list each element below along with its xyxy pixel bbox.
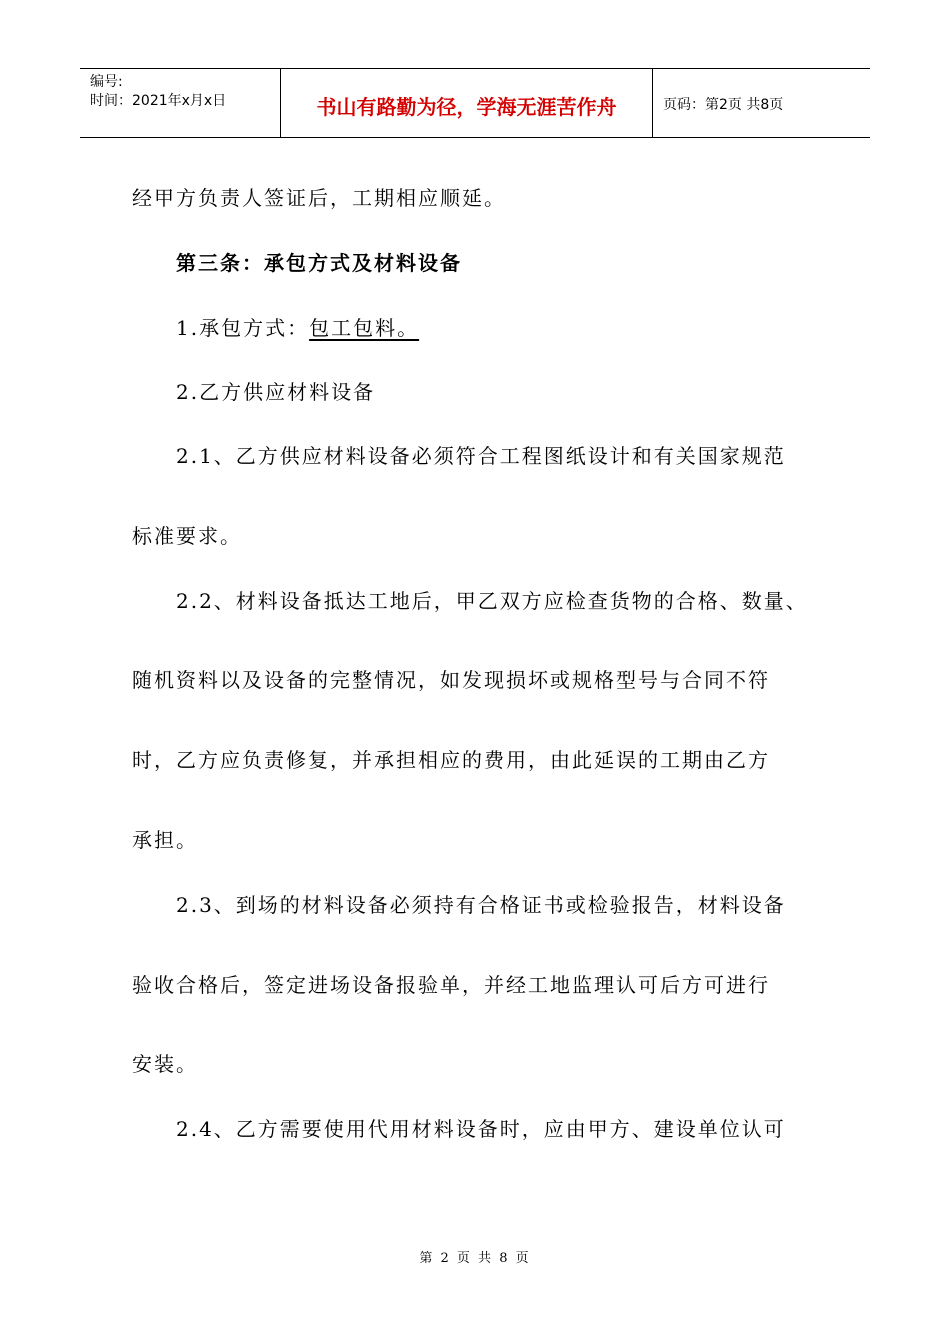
clause-2-2-cont: 时，乙方应负责修复，并承担相应的费用，由此延误的工期由乙方: [132, 748, 770, 772]
item-contract-method: [176, 312, 419, 341]
clause-2-1: 2.1、乙方供应材料设备必须符合工程图纸设计和有关国家规范: [176, 444, 786, 468]
document-number-label: 编号:: [90, 74, 123, 90]
item-label: 1.承包方式：: [176, 316, 310, 340]
body-line: 经甲方负责人签证后，工期相应顺延。: [132, 186, 506, 210]
clause-2-3: 2.3、到场的材料设备必须持有合格证书或检验报告，材料设备: [176, 893, 786, 917]
clause-2-3-cont: 验收合格后，签定进场设备报验单，并经工地监理认可后方可进行: [132, 973, 770, 997]
header-motto: 书山有路勤为径，学海无涯苦作舟: [281, 69, 653, 137]
clause-2-2-cont: 随机资料以及设备的完整情况，如发现损坏或规格型号与合同不符: [132, 668, 770, 692]
section-heading: 第三条：承包方式及材料设备: [176, 251, 462, 275]
clause-2-4: 2.4、乙方需要使用代用材料设备时，应由甲方、建设单位认可: [176, 1117, 786, 1141]
clause-2-2-cont: 承担。: [132, 828, 198, 852]
document-date: 时间：2021年x月x日: [90, 93, 227, 109]
item-materials: 2.乙方供应材料设备: [176, 380, 376, 404]
page-footer: 第 2 页 共 8 页: [419, 1251, 531, 1266]
header-page-number: 页码：第2页 共8页: [663, 97, 784, 113]
clause-2-1-cont: 标准要求。: [132, 524, 242, 548]
item-value: 包工包料。: [309, 316, 420, 340]
header-meta: [80, 69, 281, 137]
page-header: [80, 68, 870, 138]
clause-2-3-cont: 安装。: [132, 1052, 198, 1076]
clause-2-2: 2.2、材料设备抵达工地后，甲乙双方应检查货物的合格、数量、: [176, 589, 808, 613]
